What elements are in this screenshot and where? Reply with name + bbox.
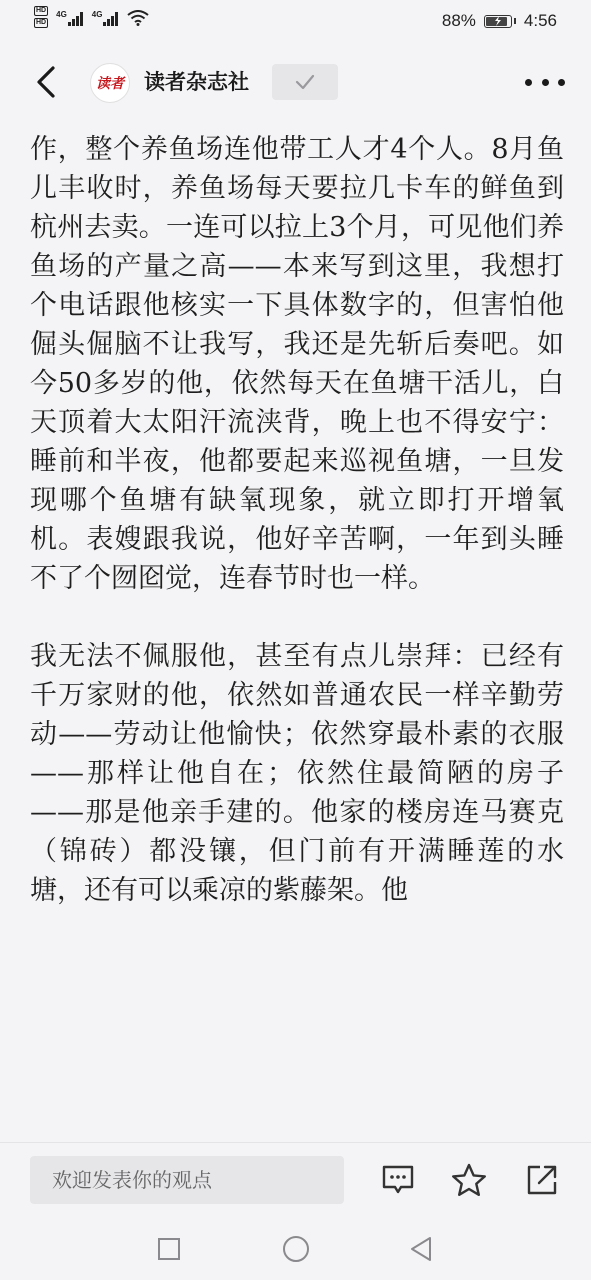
triangle-back-icon [408,1235,434,1263]
status-right-group [442,11,557,31]
nav-back-button[interactable] [406,1234,436,1264]
clock: 4:56 [523,11,557,30]
star-icon [451,1163,487,1197]
more-button[interactable] [525,68,565,96]
hd-indicators [34,6,48,30]
back-button[interactable] [28,64,64,100]
account-logo[interactable] [90,63,130,103]
article-header [0,40,591,124]
chevron-left-icon [35,66,57,98]
signal-1-icon [56,10,84,26]
followed-button[interactable] [272,64,338,100]
square-icon [157,1237,181,1261]
comment-icon [381,1164,415,1196]
hd-badge-1: HD [36,7,47,14]
home-button[interactable] [281,1234,311,1264]
favorite-button[interactable] [451,1162,487,1198]
checkmark-icon [295,74,315,90]
article-body[interactable] [30,124,564,1142]
share-button[interactable] [524,1162,560,1198]
sim2-label: 4G [91,10,103,19]
article-paragraph: 作，整个养鱼场连他带工人才4个人。8月鱼儿丰收时，养鱼场每天要拉几卡车的鲜鱼到杭州去卖。一连可以拉上3个月，可见他们养鱼场的产量之高——本来写到这里，我想打个电话跟他核实一下具体数字的，但害怕他倔头倔脑不让我写，我还是先斩后奏吧。如今50多岁的他，依然每天在鱼塘干活儿，白天顶着大太阳汗流浃背，晚上也不得安宁：睡前和半夜，他都要起来巡视鱼塘，一旦发现哪个鱼塘有缺氧现象，就立即打开增氧机。表嫂跟我说，他好辛苦啊，一年到头睡不了个囫囵觉，连春节时也一样。 [30,134,564,594]
status-left-group [34,6,149,31]
wifi-icon [127,10,149,31]
logo-text: 读者 [96,76,124,92]
circle-icon [282,1235,310,1263]
battery-icon [484,15,512,28]
comments-button[interactable] [380,1162,416,1198]
article-paragraph: 我无法不佩服他，甚至有点儿崇拜：已经有千万家财的他，依然如普通农民一样辛勤劳动——劳动让他愉快；依然穿最朴素的衣服——那样让他自在；依然住最简陋的房子——那是他亲手建的。他家的楼房连马赛克（锦砖）都没镶，但门前有开满睡莲的水塘，还有可以乘凉的紫藤架。他 [30,641,564,906]
status-bar [0,0,591,40]
sim1-label: 4G [56,10,67,19]
account-name[interactable]: 读者杂志社 [144,70,249,94]
recent-apps-button[interactable] [154,1234,184,1264]
share-icon [526,1164,558,1196]
more-dots-icon [525,79,532,86]
system-nav-bar [0,1216,591,1280]
signal-2-icon [92,10,120,26]
comment-bar [0,1142,591,1216]
hd-badge-2: HD [36,19,47,26]
battery-percent: 88% [441,11,476,30]
battery-tip [514,18,516,24]
comment-input[interactable] [30,1156,344,1204]
